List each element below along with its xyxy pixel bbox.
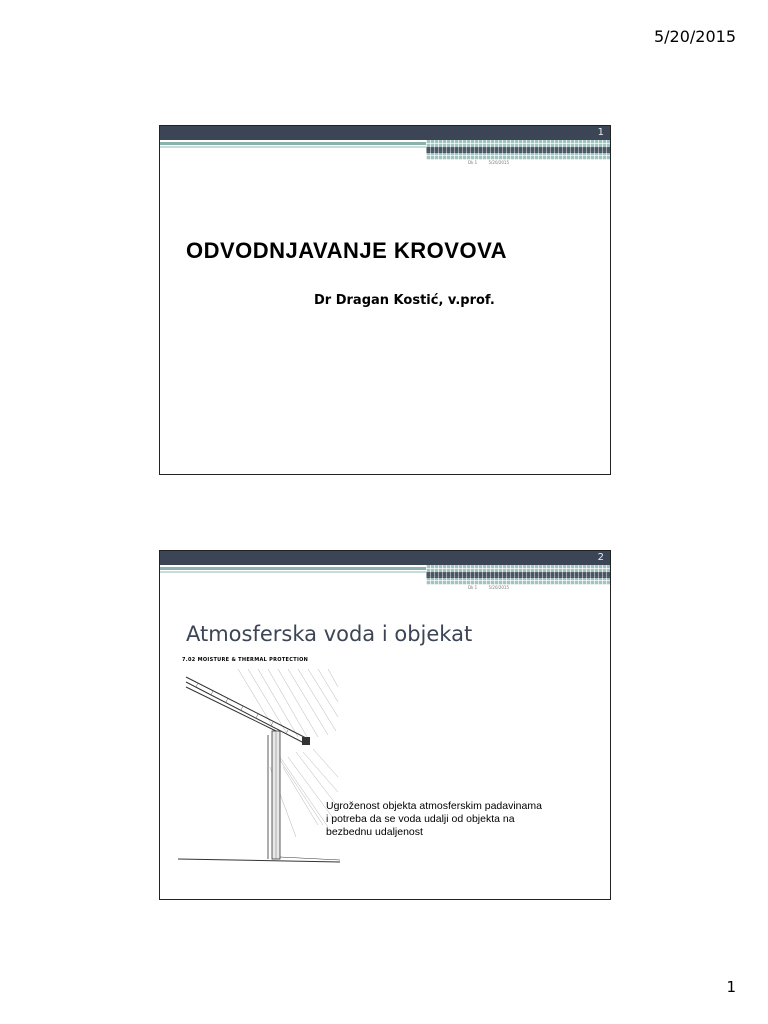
slide-footer-meta	[468, 160, 519, 165]
slide-author: Dr Dragan Kostić, v.prof.	[314, 293, 495, 308]
slide-grid-band	[426, 147, 610, 153]
page-number: 1	[726, 978, 736, 996]
slide-title: Atmosferska voda i objekat	[186, 622, 473, 646]
slide-2	[159, 550, 611, 900]
slide-title: ODVODNJAVANJE KROVOVA	[186, 238, 507, 263]
slide-grid-band	[426, 572, 610, 578]
slide-meta-author: Dk 1	[468, 585, 478, 590]
roof-eave-illustration	[178, 657, 340, 871]
slide-meta-author: Dk 1	[468, 160, 478, 165]
slide-number: 2	[597, 552, 604, 563]
header-date: 5/20/2015	[653, 27, 736, 46]
slide-footer-meta	[468, 585, 519, 590]
slide-header-bar	[160, 551, 610, 565]
slide-meta-date: 5/20/2015	[488, 585, 510, 590]
slide-number: 1	[597, 127, 604, 138]
slide-meta-date: 5/20/2015	[488, 160, 510, 165]
slide-body-text: Ugroženost objekta atmosferskim padavinama i potreba da se voda udalji od objekta na bezbednu udaljenost	[326, 800, 542, 838]
figure-caption: 7.02 MOISTURE & THERMAL PROTECTION	[182, 657, 309, 663]
slide-header-bar	[160, 126, 610, 140]
slide-1	[159, 125, 611, 475]
